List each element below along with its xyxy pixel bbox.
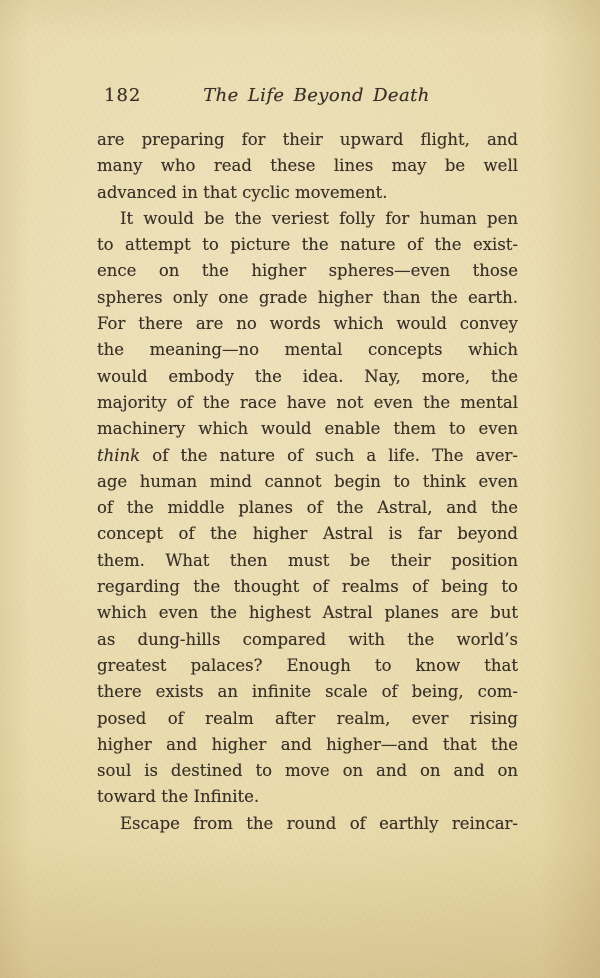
running-title: The Life Beyond Death [203, 85, 430, 106]
text-segment: of the nature of such a life. The aver- [140, 445, 518, 465]
text-line: the meaning—no mental concepts which [97, 340, 518, 360]
text-block [97, 127, 518, 837]
text-line: concept of the higher Astral is far beyond [97, 524, 518, 544]
text-line: many who read these lines may be well [97, 156, 518, 176]
text-line: toward the Infinite. [97, 787, 260, 807]
text-line: would embody the idea. Nay, more, the [97, 366, 518, 386]
text-line: regarding the thought of realms of being to [97, 577, 518, 597]
text-line: advanced in that cyclic movement. [97, 182, 388, 202]
text-line: there exists an infinite scale of being, com- [97, 682, 518, 702]
text-line: as dung-hills compared with the world’s [97, 629, 518, 649]
text-line: are preparing for their upward flight, and [97, 130, 518, 149]
text-line: higher and higher and higher—and that the [97, 734, 518, 754]
text-line: Escape from the round of earthly reincar- [120, 813, 518, 833]
running-head [97, 84, 518, 108]
text-line: which even the highest Astral planes are but [97, 603, 518, 623]
italic-word: think [97, 445, 141, 465]
text-line: machinery which would enable them to even [97, 419, 518, 439]
text-line: majority of the race have not even the mental [97, 392, 518, 412]
text-line: spheres only one grade higher than the earth. [97, 287, 518, 307]
text-line: It would be the veriest folly for human pen [120, 208, 518, 228]
text-line: greatest palaces? Enough to know that [97, 655, 518, 675]
page-number: 182 [104, 85, 142, 106]
text-line: soul is destined to move on and on and on [97, 761, 518, 781]
text-line: to attempt to picture the nature of the exist- [97, 235, 518, 255]
text-line: For there are no words which would convey [97, 314, 518, 334]
text-line: of the middle planes of the Astral, and the [97, 498, 518, 518]
text-line: age human mind cannot begin to think even [97, 471, 518, 491]
text-line: them. What then must be their position [97, 550, 518, 570]
text-line [97, 443, 518, 469]
text-line: posed of realm after realm, ever rising [97, 708, 518, 728]
text-line: ence on the higher spheres—even those [97, 261, 518, 281]
